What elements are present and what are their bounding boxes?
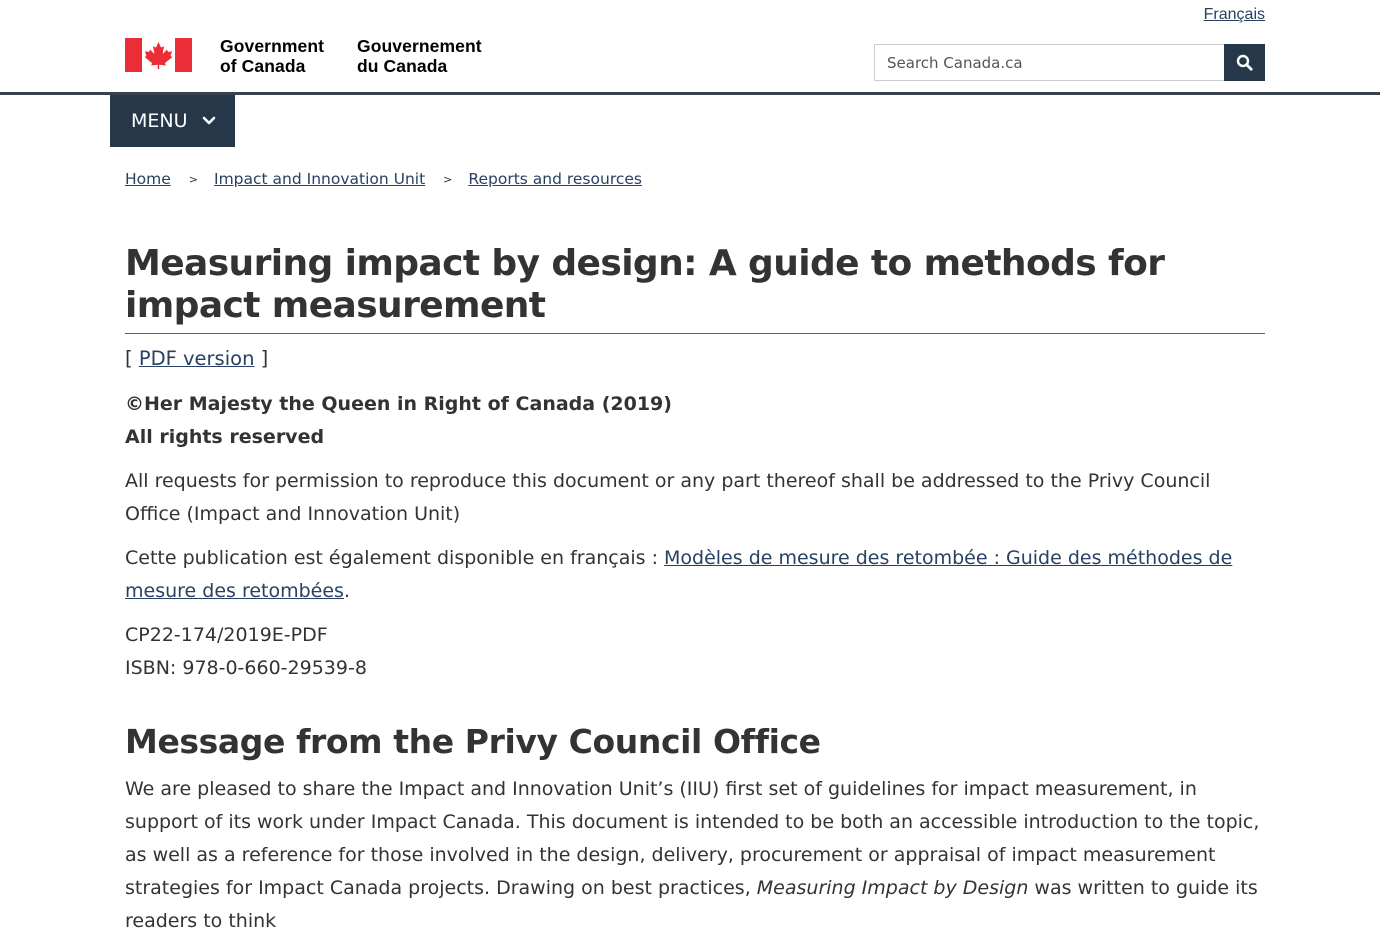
search-icon (1236, 54, 1253, 71)
breadcrumb-reports-resources[interactable]: Reports and resources (468, 170, 642, 188)
search-button[interactable] (1224, 44, 1265, 81)
breadcrumb-impact-innovation-unit[interactable]: Impact and Innovation Unit (214, 170, 426, 188)
signature-fr-line1: Gouvernement (357, 36, 482, 56)
permission-paragraph: All requests for permission to reproduce this document or any part thereof shall be addressed to the Privy Council Office (Impact and Innovation Unit) (125, 470, 1211, 525)
signature-en-line2: of Canada (220, 56, 306, 76)
breadcrumb-separator: > (443, 172, 453, 186)
language-toggle-link[interactable]: Français (1203, 6, 1265, 23)
search-form (874, 44, 1265, 81)
site-header (0, 0, 1380, 93)
copyright-line: ©Her Majesty the Queen in Right of Canada (2019) (125, 393, 672, 415)
french-suffix: . (343, 580, 351, 602)
pdf-bracket-open: [ (125, 347, 133, 370)
isbn: ISBN: 978-0-660-29539-8 (125, 657, 367, 679)
signature-french[interactable] (357, 36, 482, 76)
message-text-start: We are pleased to share the Impact and Innovation Unit’s (IIU) first set of guidelines for impact measurement, in support of its work under Impact Canada. This document is intended to be both an accessible introduction to the topic, as well as a reference for those involved in the design, delivery, procurement or appraisal of impact measurement strategies for Impact Canada projects. Drawing on best practices, (125, 778, 1260, 899)
page-title: Measuring impact by design: A guide to methods for impact measurement (125, 243, 1265, 334)
section-heading: Message from the Privy Council Office (125, 722, 821, 761)
french-version-link[interactable]: Modèles de mesure des retombée : Guide des méthodes de mesure des retombées (125, 547, 1233, 602)
menu-label: MENU (131, 110, 188, 132)
french-prefix: Cette publication est également disponible en français : (125, 547, 665, 569)
search-input[interactable] (874, 44, 1224, 81)
identifiers-paragraph (125, 619, 1265, 685)
publication-title-italic: Measuring Impact by Design (756, 877, 1029, 899)
french-availability-paragraph (125, 542, 1265, 608)
copyright-block (125, 388, 1265, 454)
canada-flag-icon[interactable] (125, 38, 192, 72)
signature-fr-line2: du Canada (357, 56, 448, 76)
breadcrumb-home[interactable]: Home (125, 170, 171, 188)
message-text-end: was written to guide its readers to think (125, 877, 1258, 932)
pdf-bracket-close: ] (260, 347, 269, 370)
rights-reserved-line: All rights reserved (125, 426, 325, 448)
breadcrumb-separator: > (188, 172, 198, 186)
catalogue-number: CP22-174/2019E-PDF (125, 624, 328, 646)
breadcrumb (125, 170, 642, 188)
pdf-version-line (125, 345, 1265, 373)
menu-button[interactable] (110, 95, 235, 147)
signature-english[interactable] (220, 36, 324, 76)
message-paragraph (125, 773, 1265, 938)
chevron-down-icon (202, 116, 216, 126)
pdf-version-link[interactable]: PDF version (138, 347, 255, 370)
signature-en-line1: Government (220, 36, 325, 56)
main-content (125, 243, 1265, 938)
